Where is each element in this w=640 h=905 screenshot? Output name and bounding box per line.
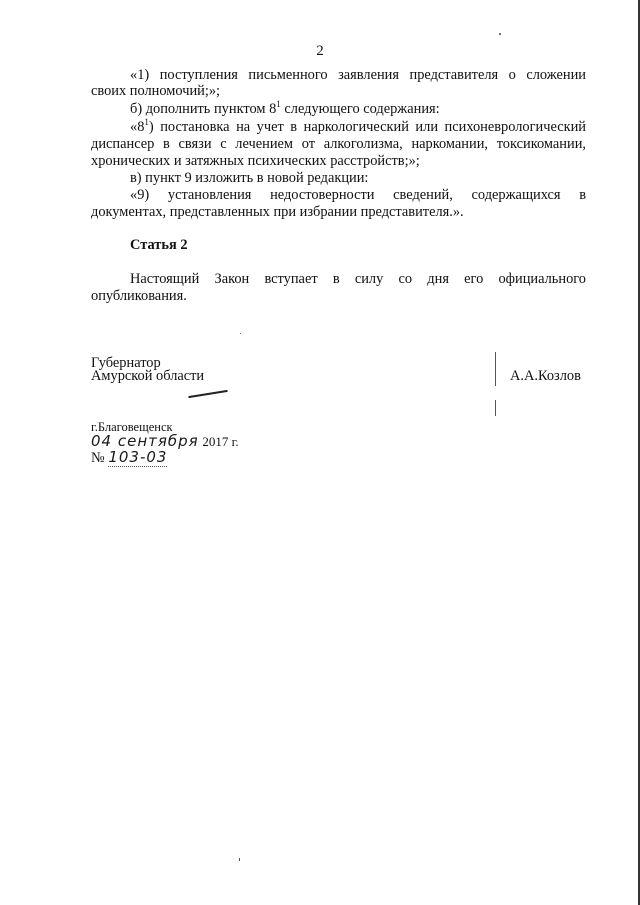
handwritten-number: 103-03: [108, 448, 168, 466]
paragraph-line: хронических и затяжных психических расстройств;»;: [91, 153, 420, 169]
signatory-title: Губернатор: [91, 355, 161, 371]
paragraph-line: в) пункт 9 изложить в новой редакции:: [130, 170, 369, 186]
handwritten-signature: [188, 390, 228, 398]
scan-speck: [240, 333, 241, 334]
paragraph-line: Настоящий Закон вступает в силу со дня его официального: [130, 271, 586, 287]
number-line: № 103-03: [91, 448, 168, 466]
paragraph-line: «1) поступления письменного заявления представителя о сложении: [130, 67, 586, 83]
paragraph-line: «$8^1$) постановка на учет в наркологический или психоневрологический: [130, 117, 586, 135]
paragraph-line: «9) установления недостоверности сведений, содержащихся в: [130, 187, 586, 203]
scan-speck: [239, 858, 240, 861]
article-heading: Статья 2: [130, 237, 188, 253]
paragraph-line: б) дополнить пунктом $8^1$ следующего содержания:: [130, 99, 440, 117]
handwritten-date: 04 сентября: [91, 432, 199, 450]
paragraph-line: документах, представленных при избрании представителя.».: [91, 204, 464, 220]
place: г.Благовещенск: [91, 420, 173, 434]
signatory-title: Амурской области: [91, 368, 205, 384]
paragraph-line: опубликования.: [91, 288, 187, 304]
paragraph-line: своих полномочий;»;: [91, 83, 221, 99]
paragraph-line: диспансер в связи с лечением от алкоголизма, наркомании, токсикомании,: [91, 136, 586, 152]
page-number: 2: [316, 43, 324, 59]
scan-speck: [499, 33, 501, 35]
margin-mark: [495, 352, 496, 386]
date-line: 04 сентября 2017 г.: [91, 432, 239, 450]
margin-mark: [495, 400, 496, 416]
signatory-name: А.А.Козлов: [510, 368, 581, 384]
